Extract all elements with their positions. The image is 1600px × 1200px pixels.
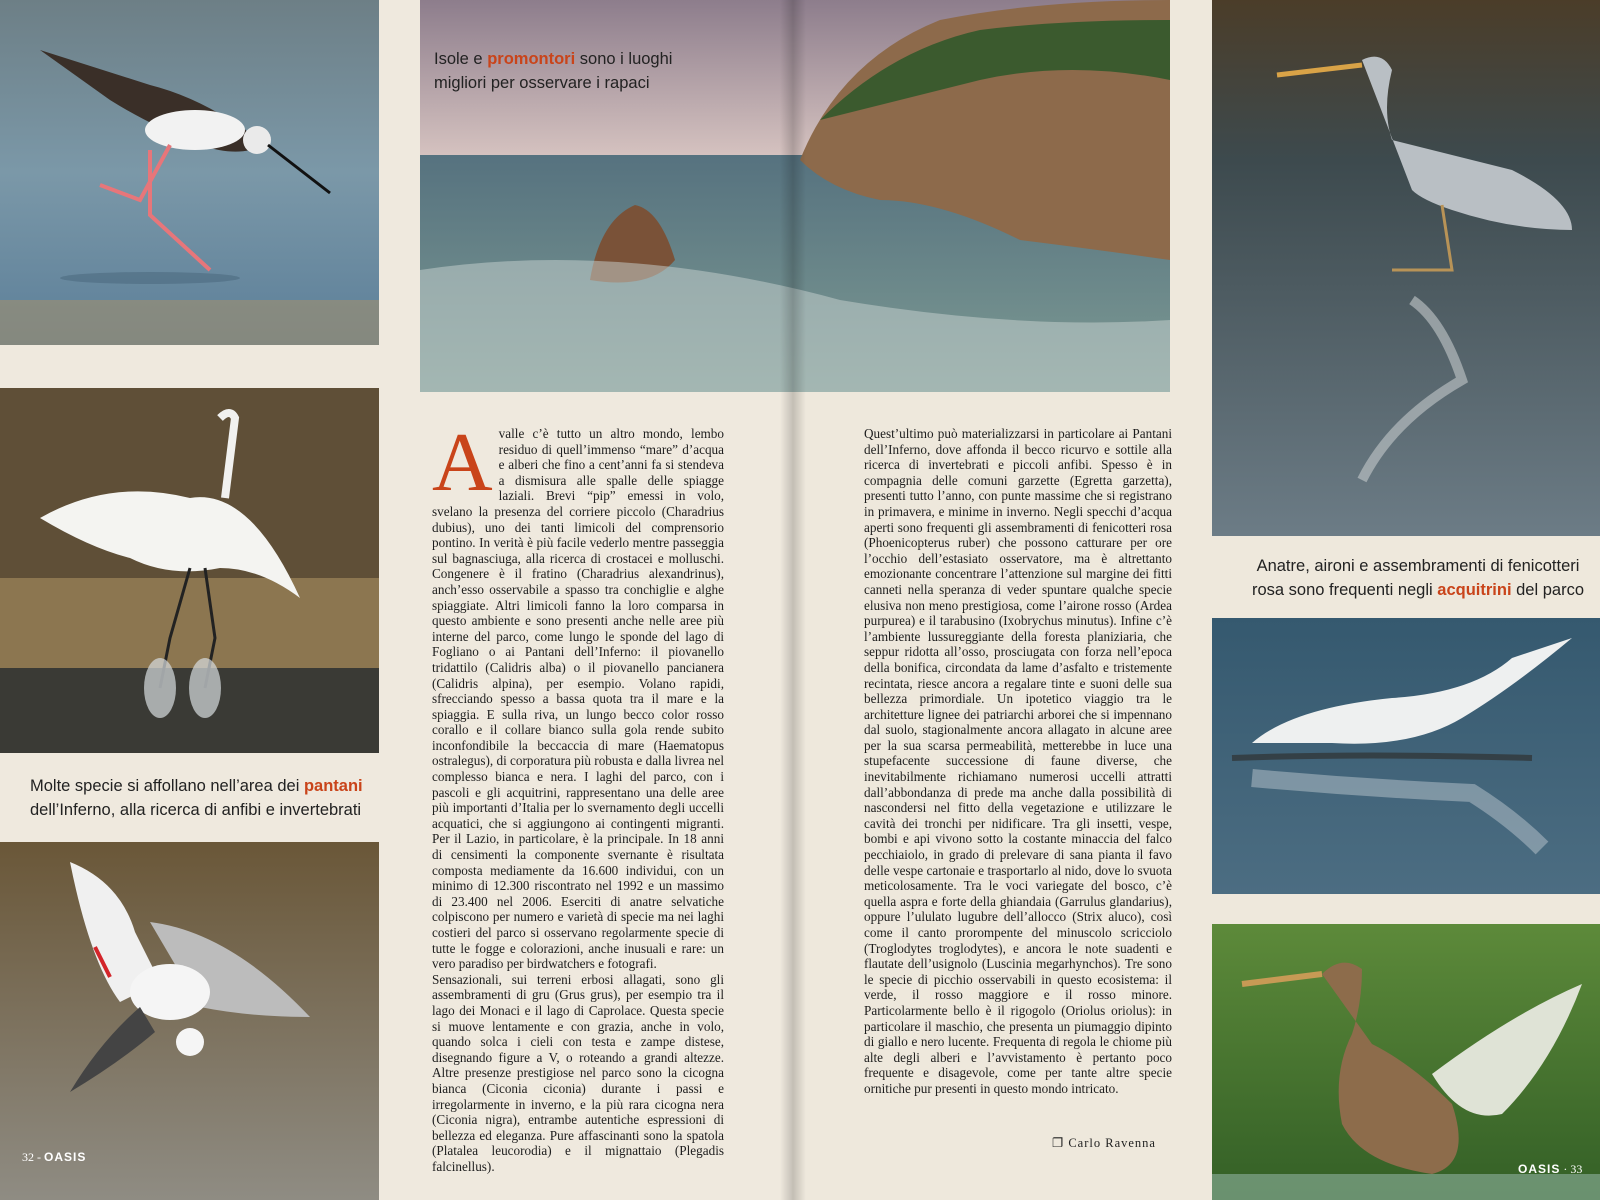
right-caption: Anatre, aironi e assembramenti di fenicotteri rosa sono frequenti negli acquitrini del parco [1251,557,1585,599]
dropcap: A [432,416,493,509]
caption-highlight: pantani [303,777,363,795]
egret-photo [0,388,379,753]
spread-gutter [780,0,806,1200]
folio-right: OASIS · 33 [1518,1162,1583,1176]
gull-photo [0,842,379,1200]
sea-caption: Isole e promontori sono i luoghi migliori per osservare i rapaci [434,50,673,92]
article-column-2: Quest’ultimo può materializzarsi in particolare ai Pantani dell’Inferno, dove affonda il becco ricurvo e sottile alla ricerca di invertebrati e piccoli anfibi. Spesso è in compagnia delle comuni garzette (Egretta garzetta), presenti tutto l’anno, con punte massime che si registrano in primavera, e minime in inverno. Negli specchi d’acqua aperti sono frequenti gli assembramenti di fenicotteri rosa (Phoenicopterus ruber) che possono catturare per ore l’occhio dell’estasiato osservatore, ma è altrettanto emozionante concentrare l’attenzione sul margine dei fitti canneti nella speranza di veder spuntare qualche specie elusiva non meno prestigiosa, come l’airone rosso (Ardea purpurea) e il tarabusino (Ixobrychus minutus). Infine c’è l’ambiente lussureggiante della foresta planiziaria, che seppur ridotta all’osso, prosciugata con forza nell’epoca della bonifica, circondata da lame d’asfalto e tristemente recintata, riesce ancora a regalare tinte e suoni delle sua bellezza primordiale. Un ipotetico viaggio tra le architetture lignee dei patriarchi arborei che si impennano dal suolo, stagionalmente ancora allagato in alcune aree per la sua scarsa permeabilità, metterebbe in luce una stupefacente successione di faune diverse, che inevitabilmente richiamano numerosi uccelli attratti dall’abbondanza di prede ma anche dalla possibilità di nascondersi nel fitto della vegetazione e utilizzare le cavità dei tronchi per nidificare. Tra gli insetti, vespe, bombi e api vivono sotto la costante minaccia del falco pecchiaiolo, in grado di prelevare di sana pianta il favo delle vespe cartonaie e trasportarlo al nido, dove lo svuota meticolosamente. Tra le voci variegate del bosco, c’è quella aspra e forte della ghiandaia (Garrulus glandarius), oppure l’ululato lugubre dell’allocco (Strix aluco), così come il canto prorompente del minuscolo scricciolo (Troglodytes troglodytes), e ancora le note suadenti e flautate dell’usignolo (Luscinia megarhynchos). Tre sono le specie di picchio osservabili in questo ecosistema: il verde, il rosso maggiore e il rosso minore. Particolarmente bello è il rigogolo (Oriolus oriolus): in particolare il maschio, che presenta un piumaggio dipinto di giallo e nero lucente. Frequenta di regola le chiome più alte degli alberi e l’avvistamento è pertanto poco frequente e disagevole, come per tante altre specie ornitiche pur presenti in questo mondo intricato. [864,426,1172,1096]
duck-photo [1212,924,1600,1200]
folio-left: 32 - OASIS [22,1150,87,1164]
article-column-1: Avalle c’è tutto un altro mondo, lembo residuo di quell’immenso “mare” d’acqua e alberi che fino a cent’anni fa si stendeva a dismisura alle spalle delle spiagge laziali. Brevi “pip” emessi in volo, svelano la presenza del corriere piccolo (Charadrius dubius), uno dei tanti limicoli del comprensorio pontino. In verità è più facile vederlo mentre passeggia sul bagnasciuga, alla ricerca di crostacei e molluschi. Congenere è il fratino (Charadrius alexandrinus), anch’esso osservabile a spasso tra conchiglie e alghe spiaggiate. Altri limicoli fanno la loro comparsa in questo ambiente e sono presenti anche nelle aree più interne del parco, come lungo le sponde del lago di Fogliano o ai Pantani dell’Inferno: il piovanello tridattilo (Calidris alba) o il piovanello pancianera (Calidris alpina), per esempio. Volano rapidi, sfrecciando spesso a bassa quota tra il mare e la spiaggia. E sulla riva, un lungo becco color rosso corallo e il collare bianco sulla gola rende subito inconfondibile la beccaccia di mare (Haematopus ostralegus), di corporatura più robusta e dalla livrea nel complesso bianca e nera. I laghi del parco, con i pascoli e gli acquitrini, rappresentano una delle aree più importanti d’Italia per lo svernamento degli uccelli acquatici, che si aggiungono ai contingenti migranti. Per il Lazio, in particolare, è la principale. In 18 anni di censimenti la componente svernante è risultata composta mediamente da 16.600 individui, con un minimo di 12.300 riscontrato nel 1992 e un massimo di 23.400 nel 2006. Eserciti di anatre selvatiche colpiscono per numero e varietà di specie ma nei laghi costieri del parco si osservano regolarmente specie di tutte le fogge e colorazioni, anche inusuali e rare: un vero paradiso per birdwatchers e fotografi. Sensazionali, sui terreni erbosi allagati, sono gli assembramenti di gru (Grus grus), per esempio tra il lago dei Monaci e il lago di Caprolace. Questa specie si muove lentamente e con grazia, anche in volo, quando solca i cieli con testa e zampe distese, disegnando figure a V, o roteando a grandi altezze. Altre presenze prestigiose nel parco sono la cicogna bianca (Ciconia ciconia) durante i passi e irregolarmente in inverno, e la più rara cicogna nera (Ciconia nigra), entrambe autentiche espressioni di bellezza ed eleganza. Pure affascinanti sono la spatola (Platalea leucorodia) e il mignattaio (Plegadis falcinellus). [432,416,724,1174]
heron-photo [1212,0,1600,536]
caption-highlight: acquitrini [1437,581,1512,599]
caption-highlight: promontori [487,50,576,68]
left-caption: Molte specie si affollano nell’area dei pantani dell’Inferno, alla ricerca di anfibi e invertebrati [30,777,363,819]
stilt-photo [0,0,379,345]
egret-fishing-photo [1212,618,1600,894]
author-credit: ❐ Carlo Ravenna [1052,1136,1156,1150]
